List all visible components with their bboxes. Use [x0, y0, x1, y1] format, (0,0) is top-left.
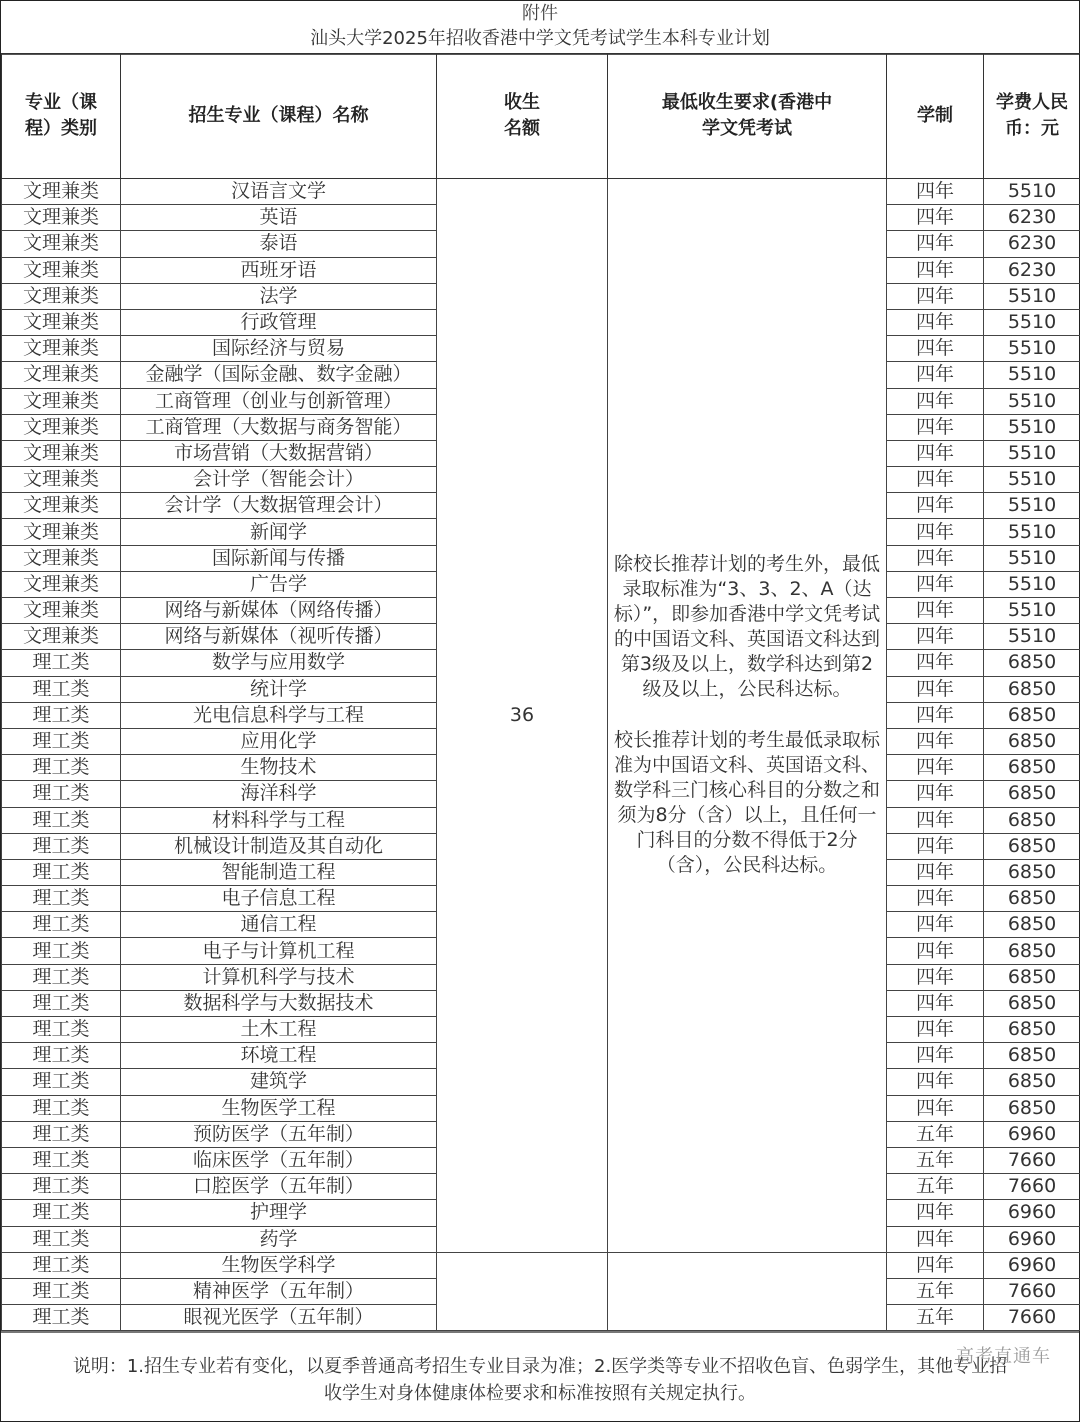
cell-quota: 36: [437, 179, 608, 1253]
cell-tuition: 6850: [984, 833, 1080, 859]
cell-category: 理工类: [2, 1200, 121, 1226]
cell-major-name: 市场营销（大数据营销）: [121, 440, 437, 466]
cell-major-name: 网络与新媒体（视听传播）: [121, 624, 437, 650]
cell-tuition: 6850: [984, 650, 1080, 676]
cell-category: 文理兼类: [2, 493, 121, 519]
cell-duration: 四年: [887, 283, 984, 309]
title-block: [1, 1, 1079, 55]
cell-tuition: 6850: [984, 755, 1080, 781]
cell-duration: 四年: [887, 807, 984, 833]
cell-tuition: 6850: [984, 1095, 1080, 1121]
cell-tuition: 6850: [984, 676, 1080, 702]
cell-category: 文理兼类: [2, 231, 121, 257]
cell-duration: 四年: [887, 1200, 984, 1226]
cell-tuition: 6850: [984, 1043, 1080, 1069]
cell-major-name: 数学与应用数学: [121, 650, 437, 676]
cell-duration: 四年: [887, 990, 984, 1016]
cell-quota-empty: [437, 1252, 608, 1331]
requirement-principal-recommendation: 校长推荐计划的考生最低录取标准为中国语文科、英国语文科、数学科三门核心科目的分数之和须为8分（含）以上，且任何一门科目的分数不得低于2分（含），公民科达标。: [613, 729, 880, 877]
cell-category: 理工类: [2, 807, 121, 833]
cell-duration: 五年: [887, 1305, 984, 1331]
cell-major-name: 西班牙语: [121, 257, 437, 283]
cell-duration: 五年: [887, 1147, 984, 1173]
cell-duration: 四年: [887, 728, 984, 754]
cell-category: 理工类: [2, 1305, 121, 1331]
cell-category: 理工类: [2, 990, 121, 1016]
table-row: [2, 1252, 1080, 1278]
cell-category: 文理兼类: [2, 598, 121, 624]
cell-major-name: 口腔医学（五年制）: [121, 1174, 437, 1200]
footer-note: [1, 1331, 1079, 1421]
cell-duration: 四年: [887, 467, 984, 493]
cell-tuition: 6230: [984, 257, 1080, 283]
cell-category: 理工类: [2, 1043, 121, 1069]
cell-category: 理工类: [2, 650, 121, 676]
cell-tuition: 6960: [984, 1121, 1080, 1147]
cell-major-name: 预防医学（五年制）: [121, 1121, 437, 1147]
cell-duration: 四年: [887, 702, 984, 728]
table-row: [2, 179, 1080, 205]
cell-duration: 五年: [887, 1174, 984, 1200]
cell-tuition: 6960: [984, 1226, 1080, 1252]
cell-tuition: 6960: [984, 1252, 1080, 1278]
cell-tuition: 6850: [984, 990, 1080, 1016]
cell-category: 理工类: [2, 1147, 121, 1173]
cell-major-name: 光电信息科学与工程: [121, 702, 437, 728]
cell-major-name: 电子与计算机工程: [121, 938, 437, 964]
cell-category: 理工类: [2, 964, 121, 990]
cell-tuition: 5510: [984, 283, 1080, 309]
column-header-quota: 收生名额: [437, 54, 608, 179]
cell-tuition: 5510: [984, 362, 1080, 388]
cell-category: 文理兼类: [2, 440, 121, 466]
cell-duration: 四年: [887, 257, 984, 283]
cell-tuition: 6850: [984, 886, 1080, 912]
cell-requirement: [608, 179, 887, 1253]
cell-tuition: 5510: [984, 336, 1080, 362]
cell-duration: 四年: [887, 1043, 984, 1069]
cell-category: 理工类: [2, 1095, 121, 1121]
cell-major-name: 会计学（大数据管理会计）: [121, 493, 437, 519]
cell-category: 理工类: [2, 1278, 121, 1304]
cell-category: 理工类: [2, 912, 121, 938]
cell-category: 理工类: [2, 702, 121, 728]
cell-major-name: 智能制造工程: [121, 859, 437, 885]
cell-major-name: 生物技术: [121, 755, 437, 781]
cell-major-name: 建筑学: [121, 1069, 437, 1095]
cell-major-name: 通信工程: [121, 912, 437, 938]
cell-tuition: 6960: [984, 1200, 1080, 1226]
cell-duration: 四年: [887, 781, 984, 807]
column-header-category: 专业（课程）类别: [2, 54, 121, 179]
requirement-general: 除校长推荐计划的考生外，最低录取标准为“3、3、2、A（达标）”，即参加香港中学文凭考试的中国语文科、英国语文科达到第3级及以上，数学科达到第2级及以上，公民科达标。: [613, 553, 881, 701]
cell-major-name: 数据科学与大数据技术: [121, 990, 437, 1016]
cell-major-name: 新闻学: [121, 519, 437, 545]
cell-tuition: 7660: [984, 1147, 1080, 1173]
cell-duration: 四年: [887, 571, 984, 597]
cell-category: 理工类: [2, 1069, 121, 1095]
cell-requirement-empty: [608, 1252, 887, 1331]
cell-tuition: 5510: [984, 493, 1080, 519]
cell-major-name: 材料科学与工程: [121, 807, 437, 833]
cell-tuition: 5510: [984, 598, 1080, 624]
table-body: [2, 179, 1080, 1331]
cell-category: 理工类: [2, 859, 121, 885]
cell-duration: 四年: [887, 833, 984, 859]
cell-tuition: 5510: [984, 467, 1080, 493]
cell-duration: 四年: [887, 440, 984, 466]
cell-category: 理工类: [2, 755, 121, 781]
cell-category: 文理兼类: [2, 336, 121, 362]
cell-major-name: 会计学（智能会计）: [121, 467, 437, 493]
cell-duration: 四年: [887, 859, 984, 885]
cell-major-name: 工商管理（创业与创新管理）: [121, 388, 437, 414]
cell-duration: 四年: [887, 598, 984, 624]
cell-category: 理工类: [2, 1017, 121, 1043]
paragraph-gap: [612, 702, 882, 728]
cell-category: 文理兼类: [2, 519, 121, 545]
cell-major-name: 环境工程: [121, 1043, 437, 1069]
cell-category: 理工类: [2, 676, 121, 702]
cell-major-name: 统计学: [121, 676, 437, 702]
cell-major-name: 行政管理: [121, 309, 437, 335]
column-header-tuition: 学费人民币：元: [984, 54, 1080, 179]
cell-duration: 四年: [887, 1252, 984, 1278]
cell-tuition: 5510: [984, 388, 1080, 414]
cell-tuition: 6230: [984, 205, 1080, 231]
cell-major-name: 药学: [121, 1226, 437, 1252]
cell-category: 理工类: [2, 938, 121, 964]
footer-note-line1: 说明：1.招生专业若有变化，以夏季普通高考招生专业目录为准；2.医学类等专业不招收色盲、色弱学生，其他专业招: [72, 1356, 1008, 1377]
cell-category: 理工类: [2, 781, 121, 807]
header-row: [2, 54, 1080, 179]
cell-duration: 四年: [887, 231, 984, 257]
cell-major-name: 国际新闻与传播: [121, 545, 437, 571]
cell-major-name: 精神医学（五年制）: [121, 1278, 437, 1304]
cell-category: 文理兼类: [2, 205, 121, 231]
cell-category: 理工类: [2, 833, 121, 859]
cell-tuition: 5510: [984, 309, 1080, 335]
cell-category: 文理兼类: [2, 467, 121, 493]
cell-major-name: 国际经济与贸易: [121, 336, 437, 362]
cell-tuition: 5510: [984, 545, 1080, 571]
cell-tuition: 7660: [984, 1174, 1080, 1200]
cell-category: 文理兼类: [2, 362, 121, 388]
cell-tuition: 5510: [984, 571, 1080, 597]
cell-duration: 四年: [887, 912, 984, 938]
cell-tuition: 6850: [984, 912, 1080, 938]
cell-category: 理工类: [2, 1174, 121, 1200]
cell-category: 文理兼类: [2, 179, 121, 205]
cell-major-name: 广告学: [121, 571, 437, 597]
cell-major-name: 电子信息工程: [121, 886, 437, 912]
cell-duration: 四年: [887, 545, 984, 571]
cell-tuition: 7660: [984, 1305, 1080, 1331]
cell-duration: 四年: [887, 493, 984, 519]
cell-major-name: 临床医学（五年制）: [121, 1147, 437, 1173]
cell-tuition: 6850: [984, 964, 1080, 990]
cell-category: 理工类: [2, 1226, 121, 1252]
cell-major-name: 应用化学: [121, 728, 437, 754]
cell-category: 理工类: [2, 1121, 121, 1147]
cell-duration: 五年: [887, 1121, 984, 1147]
cell-category: 文理兼类: [2, 283, 121, 309]
cell-tuition: 6230: [984, 231, 1080, 257]
cell-major-name: 汉语言文学: [121, 179, 437, 205]
cell-tuition: 5510: [984, 414, 1080, 440]
cell-tuition: 5510: [984, 624, 1080, 650]
cell-duration: 四年: [887, 676, 984, 702]
footer-note-line2: 收学生对身体健康体检要求和标准按照有关规定执行。: [324, 1383, 756, 1404]
cell-category: 理工类: [2, 886, 121, 912]
cell-duration: 四年: [887, 205, 984, 231]
cell-major-name: 生物医学工程: [121, 1095, 437, 1121]
cell-tuition: 5510: [984, 179, 1080, 205]
cell-duration: 五年: [887, 1278, 984, 1304]
cell-category: 文理兼类: [2, 545, 121, 571]
cell-major-name: 工商管理（大数据与商务智能）: [121, 414, 437, 440]
cell-category: 文理兼类: [2, 414, 121, 440]
column-header-name: 招生专业（课程）名称: [121, 54, 437, 179]
cell-duration: 四年: [887, 362, 984, 388]
cell-major-name: 金融学（国际金融、数字金融）: [121, 362, 437, 388]
cell-duration: 四年: [887, 1095, 984, 1121]
cell-tuition: 6850: [984, 728, 1080, 754]
cell-duration: 四年: [887, 336, 984, 362]
cell-duration: 四年: [887, 309, 984, 335]
cell-category: 文理兼类: [2, 571, 121, 597]
cell-duration: 四年: [887, 650, 984, 676]
cell-duration: 四年: [887, 624, 984, 650]
cell-duration: 四年: [887, 414, 984, 440]
cell-tuition: 7660: [984, 1278, 1080, 1304]
cell-major-name: 眼视光医学（五年制）: [121, 1305, 437, 1331]
cell-category: 理工类: [2, 1252, 121, 1278]
cell-category: 文理兼类: [2, 257, 121, 283]
cell-major-name: 机械设计制造及其自动化: [121, 833, 437, 859]
cell-duration: 四年: [887, 179, 984, 205]
cell-duration: 四年: [887, 964, 984, 990]
column-header-duration: 学制: [887, 54, 984, 179]
cell-duration: 四年: [887, 1226, 984, 1252]
cell-tuition: 6850: [984, 859, 1080, 885]
cell-category: 文理兼类: [2, 624, 121, 650]
cell-tuition: 6850: [984, 781, 1080, 807]
watermark: 高考直通车: [956, 1346, 1051, 1367]
cell-major-name: 生物医学科学: [121, 1252, 437, 1278]
cell-major-name: 泰语: [121, 231, 437, 257]
cell-major-name: 英语: [121, 205, 437, 231]
cell-duration: 四年: [887, 1069, 984, 1095]
page-title: 汕头大学2025年招收香港中学文凭考试学生本科专业计划: [310, 28, 770, 49]
cell-duration: 四年: [887, 755, 984, 781]
cell-major-name: 护理学: [121, 1200, 437, 1226]
cell-tuition: 6850: [984, 807, 1080, 833]
cell-tuition: 6850: [984, 702, 1080, 728]
cell-duration: 四年: [887, 938, 984, 964]
cell-tuition: 5510: [984, 440, 1080, 466]
cell-major-name: 土木工程: [121, 1017, 437, 1043]
enrollment-plan-table: [1, 53, 1080, 1331]
cell-major-name: 计算机科学与技术: [121, 964, 437, 990]
cell-duration: 四年: [887, 519, 984, 545]
cell-category: 文理兼类: [2, 309, 121, 335]
cell-duration: 四年: [887, 1017, 984, 1043]
cell-major-name: 法学: [121, 283, 437, 309]
cell-major-name: 海洋科学: [121, 781, 437, 807]
attachment-label: 附件: [522, 3, 558, 24]
column-header-requirement: 最低收生要求(香港中学文凭考试: [608, 54, 887, 179]
cell-tuition: 6850: [984, 938, 1080, 964]
cell-duration: 四年: [887, 388, 984, 414]
cell-major-name: 网络与新媒体（网络传播）: [121, 598, 437, 624]
cell-category: 文理兼类: [2, 388, 121, 414]
cell-duration: 四年: [887, 886, 984, 912]
cell-tuition: 6850: [984, 1069, 1080, 1095]
cell-tuition: 6850: [984, 1017, 1080, 1043]
cell-tuition: 5510: [984, 519, 1080, 545]
cell-category: 理工类: [2, 728, 121, 754]
